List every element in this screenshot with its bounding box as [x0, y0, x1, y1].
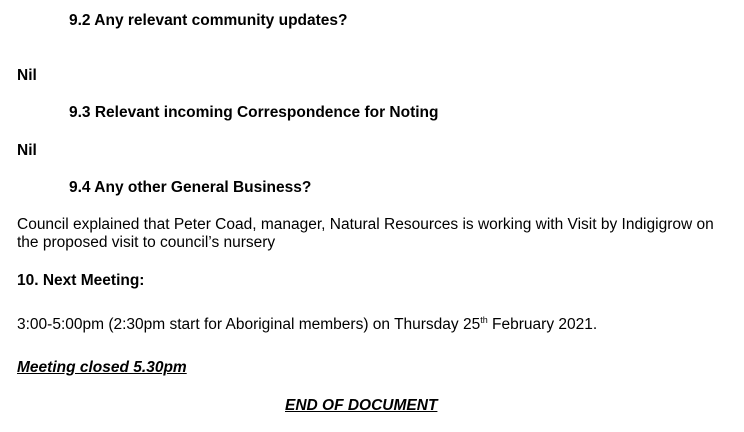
heading-10: 10. Next Meeting:: [17, 272, 145, 289]
body-9-3: Nil: [17, 142, 37, 159]
date-ordinal-suffix: th: [480, 314, 488, 325]
end-of-document-note: END OF DOCUMENT: [285, 397, 438, 414]
body-9-4: Council explained that Peter Coad, manager, Natural Resources is working with Visit by Indigigrow on the proposed visit to council’s nursery: [17, 216, 714, 251]
next-meeting-text-before: 3:00-5:00pm (2:30pm start for Aboriginal members) on Thursday 25: [17, 316, 481, 333]
next-meeting-details: [17, 316, 597, 334]
meeting-closed-note: Meeting closed 5.30pm: [17, 359, 187, 376]
body-9-2: Nil: [17, 67, 37, 84]
next-meeting-text-after: February 2021.: [487, 316, 598, 333]
heading-9-3: 9.3 Relevant incoming Correspondence for Noting: [69, 104, 439, 121]
heading-9-4: 9.4 Any other General Business?: [69, 179, 312, 196]
heading-9-2: 9.2 Any relevant community updates?: [69, 12, 348, 29]
